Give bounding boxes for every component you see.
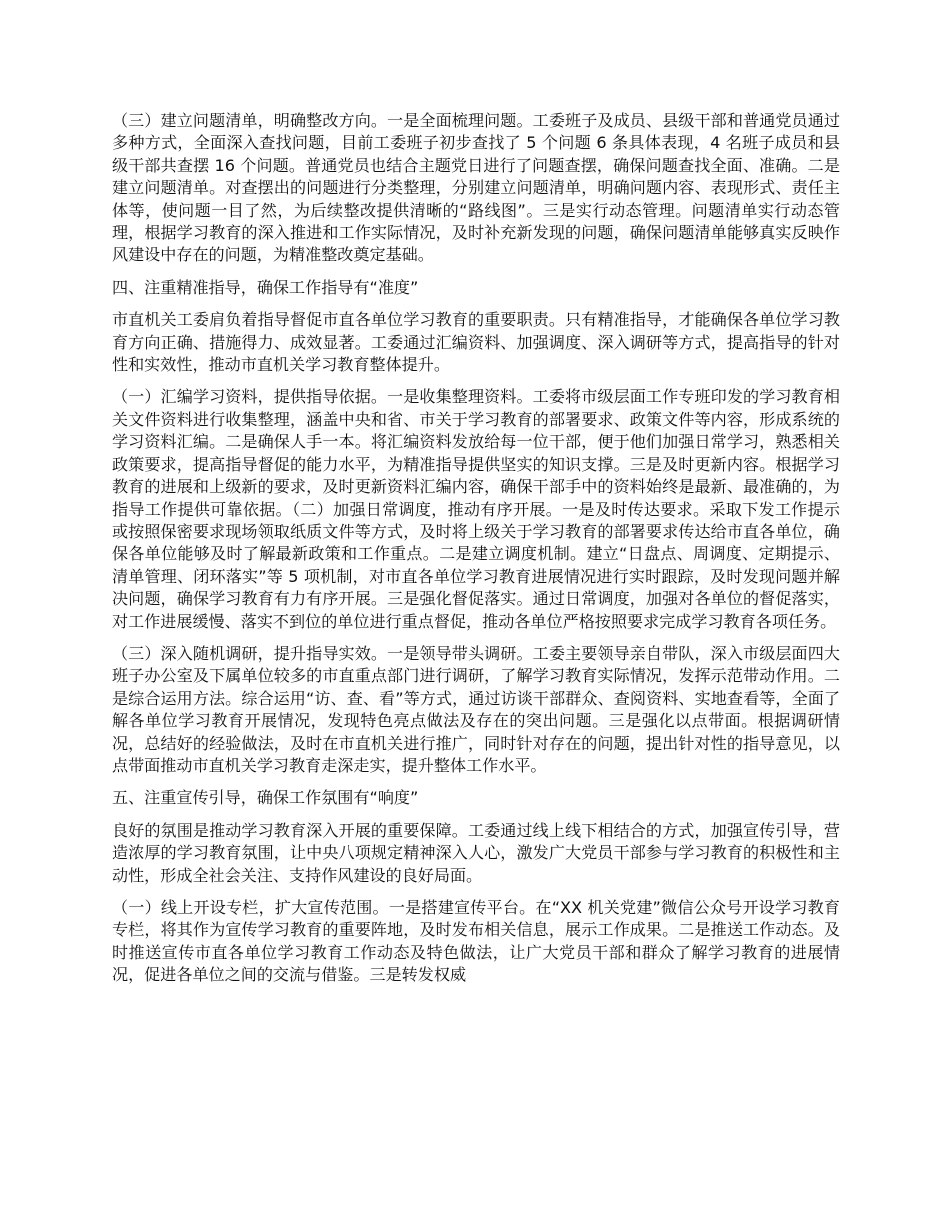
section-heading-publicity: 五、注重宣传引导，确保工作氛围有“响度”: [112, 788, 419, 808]
document-page: [112, 110, 840, 997]
section-heading-precise-guidance: 四、注重精准指导，确保工作指导有“准度”: [112, 277, 419, 297]
paragraph-online-column: （一）线上开设专栏，扩大宣传范围。一是搭建宣传平台。在“XX 机关党建”微信公众号开设学习教育专栏，将其作为宣传学习教育的重要阵地，及时发布相关信息，展示工作成果。二是推送工作动态。及时推送宣传市直各单位学习教育工作动态及特色做法，让广大党员干部和群众了解学习教育的进展情况，促进各单位之间的交流与借鉴。三是转发权威: [112, 898, 840, 985]
paragraph-guidance-intro: 市直机关工委肩负着指导督促市直各单位学习教育的重要职责。只有精准指导，才能确保各单位学习教育方向正确、措施得力、成效显著。工委通过汇编资料、加强调度、深入调研等方式，提高指导的针对性和实效性，推动市直机关学习教育整体提升。: [112, 310, 840, 375]
paragraph-problem-list: （三）建立问题清单，明确整改方向。一是全面梳理问题。工委班子及成员、县级干部和普通党员通过多种方式，全面深入查找问题，目前工委班子初步查找了 5 个问题 6 条具体表现，4 名班子成员和县级干部共查摆 16 个问题。普通党员也结合主题党日进行了问题查摆，确保问题查找全面、准确。二是建立问题清单。对查摆出的问题进行分类整理，分别建立问题清单，明确问题内容、表现形式、责任主体等，使问题一目了然，为后续整改提供清晰的“路线图”。三是实行动态管理。问题清单实行动态管理，根据学习教育的深入推进和工作实际情况，及时补充新发现的问题，确保问题清单能够真实反映作风建设中存在的问题，为精准整改奠定基础。: [112, 111, 840, 265]
paragraph-publicity-intro: 良好的氛围是推动学习教育深入开展的重要保障。工委通过线上线下相结合的方式，加强宣传引导，营造浓厚的学习教育氛围，让中央八项规定精神深入人心，激发广大党员干部参与学习教育的积极性和主动性，形成全社会关注、支持作风建设的良好局面。: [112, 820, 840, 885]
paragraph-compile-materials: （一）汇编学习资料，提供指导依据。一是收集整理资料。工委将市级层面工作专班印发的学习教育相关文件资料进行收集整理，涵盖中央和省、市关于学习教育的部署要求、政策文件等内容，形成系统的学习资料汇编。二是确保人手一本。将汇编资料发放给每一位干部，便于他们加强日常学习，熟悉相关政策要求，提高指导督促的能力水平，为精准指导提供坚实的知识支撑。三是及时更新内容。根据学习教育的进展和上级新的要求，及时更新资料汇编内容，确保干部手中的资料始终是最新、最准确的，为指导工作提供可靠依据。（二）加强日常调度，推动有序开展。一是及时传达要求。采取下发工作提示或按照保密要求现场领取纸质文件等方式，及时将上级关于学习教育的部署要求传达给市直各单位，确保各单位能够及时了解最新政策和工作重点。二是建立调度机制。建立“日盘点、周调度、定期提示、清单管理、闭环落实”等 5 项机制，对市直各单位学习教育进展情况进行实时跟踪，及时发现问题并解决问题，确保学习教育有力有序开展。三是强化督促落实。通过日常调度，加强对各单位的督促落实，对工作进展缓慢、落实不到位的单位进行重点督促，推动各单位严格按照要求完成学习教育各项任务。: [112, 387, 840, 631]
paragraph-random-research: （三）深入随机调研，提升指导实效。一是领导带头调研。工委主要领导亲自带队，深入市级层面四大班子办公室及下属单位较多的市直重点部门进行调研，了解学习教育实际情况，发挥示范带动作用。二是综合运用方法。综合运用“访、查、看”等方式，通过访谈干部群众、查阅资料、实地查看等，全面了解各单位学习教育开展情况，发现特色亮点做法及存在的突出问题。三是强化以点带面。根据调研情况，总结好的经验做法，及时在市直机关进行推广，同时针对存在的问题，提出针对性的指导意见，以点带面推动市直机关学习教育走深走实，提升整体工作水平。: [112, 643, 840, 775]
